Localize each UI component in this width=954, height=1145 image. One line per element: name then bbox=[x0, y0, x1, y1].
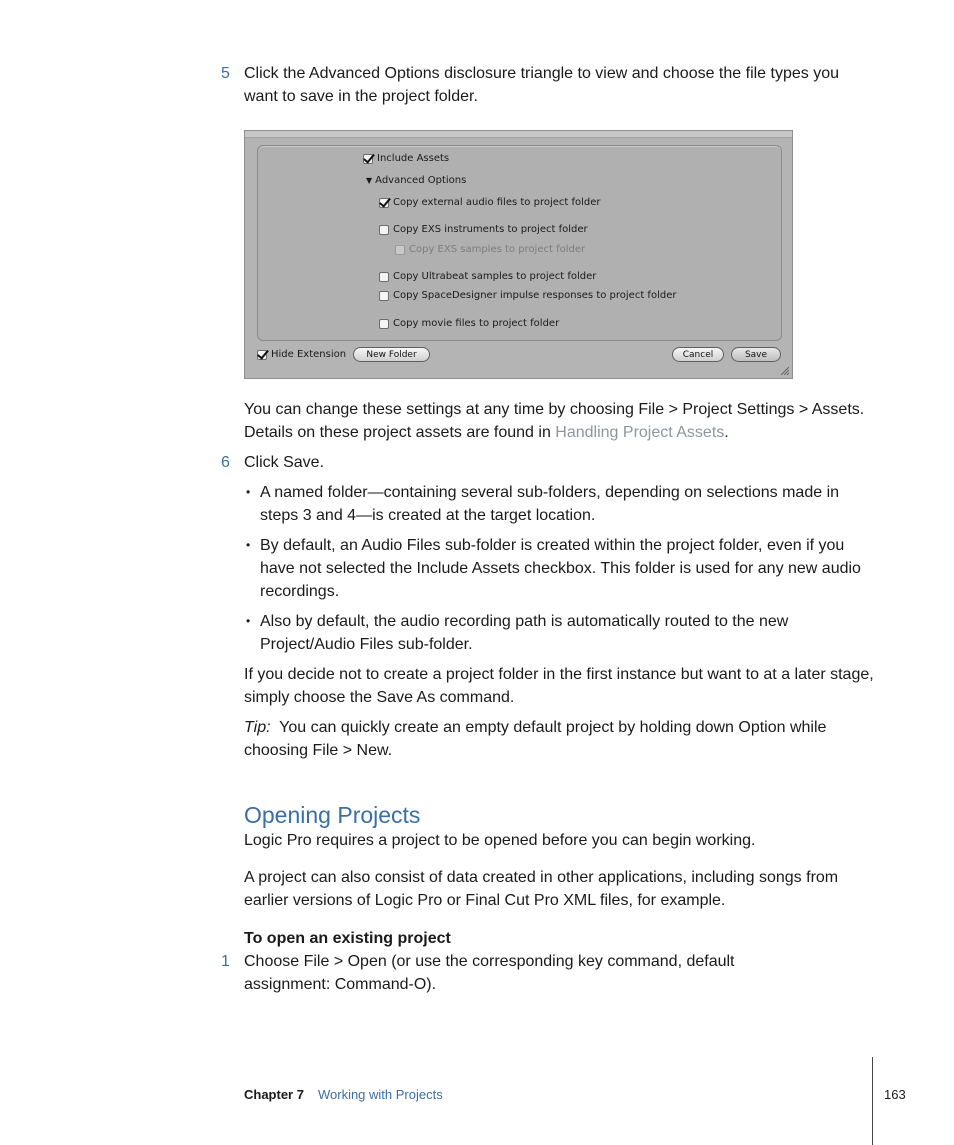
step-5-text: Click the Advanced Options disclosure triangle to view and choose the file types you want to save in the project folder. bbox=[244, 65, 839, 105]
include-assets-checkbox[interactable]: Include Assets bbox=[363, 153, 449, 165]
dialog-top-strip bbox=[245, 131, 792, 138]
save-as-paragraph: If you decide not to create a project folder in the first instance but want to at a later stage, simply choose the Save As command. bbox=[244, 666, 874, 706]
list-item: • Also by default, the audio recording path is automatically routed to the new Project/Audio Files sub-folder. bbox=[246, 610, 876, 656]
list-item: • By default, an Audio Files sub-folder is created within the project folder, even if you have not selected the Include Assets checkbox. This folder is used for any new audio recordings. bbox=[246, 534, 876, 603]
section-heading: Opening Projects bbox=[244, 802, 421, 828]
tip-paragraph: Tip: You can quickly create an empty default project by holding down Option while choosing File > New. bbox=[244, 719, 827, 759]
checkbox-checked-icon bbox=[257, 350, 267, 360]
checkbox-checked-icon bbox=[363, 154, 373, 164]
tip-label: Tip: bbox=[244, 719, 271, 736]
cancel-button[interactable]: Cancel bbox=[672, 347, 724, 362]
footer-chapter: Chapter 7 Working with Projects bbox=[244, 1087, 443, 1102]
checkbox-icon bbox=[379, 272, 389, 282]
handling-project-assets-link[interactable]: Handling Project Assets bbox=[555, 424, 725, 441]
bullet-icon: • bbox=[246, 485, 251, 499]
advanced-options-disclosure[interactable]: ▼ Advanced Options bbox=[366, 175, 467, 186]
checkbox-icon bbox=[379, 319, 389, 329]
section-intro: Logic Pro requires a project to be opened before you can begin working. bbox=[244, 832, 756, 849]
bullet-icon: • bbox=[246, 538, 251, 552]
step-number: 5 bbox=[221, 65, 230, 82]
footer-chapter-title: Working with Projects bbox=[317, 1087, 443, 1102]
option-copy-movie-files[interactable]: Copy movie files to project folder bbox=[379, 318, 559, 330]
option-copy-exs-instruments[interactable]: Copy EXS instruments to project folder bbox=[379, 224, 588, 236]
option-copy-audio-files[interactable]: Copy external audio files to project folder bbox=[379, 197, 601, 209]
save-dialog-screenshot bbox=[244, 130, 793, 379]
disclosure-triangle-icon: ▼ bbox=[366, 176, 373, 185]
option-copy-exs-samples: Copy EXS samples to project folder bbox=[395, 244, 585, 256]
step-6-text: Click Save. bbox=[244, 454, 325, 471]
page-number: 163 bbox=[884, 1087, 906, 1102]
hide-extension-checkbox[interactable]: Hide Extension bbox=[257, 349, 346, 361]
footer-divider bbox=[872, 1057, 873, 1145]
save-button[interactable]: Save bbox=[731, 347, 781, 362]
checkbox-disabled-icon bbox=[395, 245, 405, 255]
checkbox-icon bbox=[379, 225, 389, 235]
new-folder-button[interactable]: New Folder bbox=[353, 347, 430, 362]
settings-paragraph: You can change these settings at any time by choosing File > Project Settings > Assets. Details on these project assets are found in Handling Project Assets. bbox=[244, 401, 865, 441]
advanced-options-group bbox=[257, 145, 782, 341]
step-1-text: Choose File > Open (or use the corresponding key command, default assignment: Command-O). bbox=[244, 953, 735, 993]
list-item: • A named folder—containing several sub-folders, depending on selections made in steps 3 and 4—is created at the target location. bbox=[246, 481, 876, 527]
option-copy-ultrabeat-samples[interactable]: Copy Ultrabeat samples to project folder bbox=[379, 271, 596, 283]
section-paragraph: A project can also consist of data created in other applications, including songs from earlier versions of Logic Pro or Final Cut Pro XML files, for example. bbox=[244, 869, 839, 909]
checkbox-icon bbox=[379, 291, 389, 301]
step-number: 6 bbox=[221, 454, 230, 471]
checkbox-checked-icon bbox=[379, 198, 389, 208]
bullet-icon: • bbox=[246, 614, 251, 628]
option-copy-spacedesigner[interactable]: Copy SpaceDesigner impulse responses to project folder bbox=[379, 290, 676, 302]
task-heading: To open an existing project bbox=[244, 930, 451, 947]
step-number: 1 bbox=[221, 953, 230, 970]
resize-grip-icon[interactable] bbox=[779, 365, 789, 375]
